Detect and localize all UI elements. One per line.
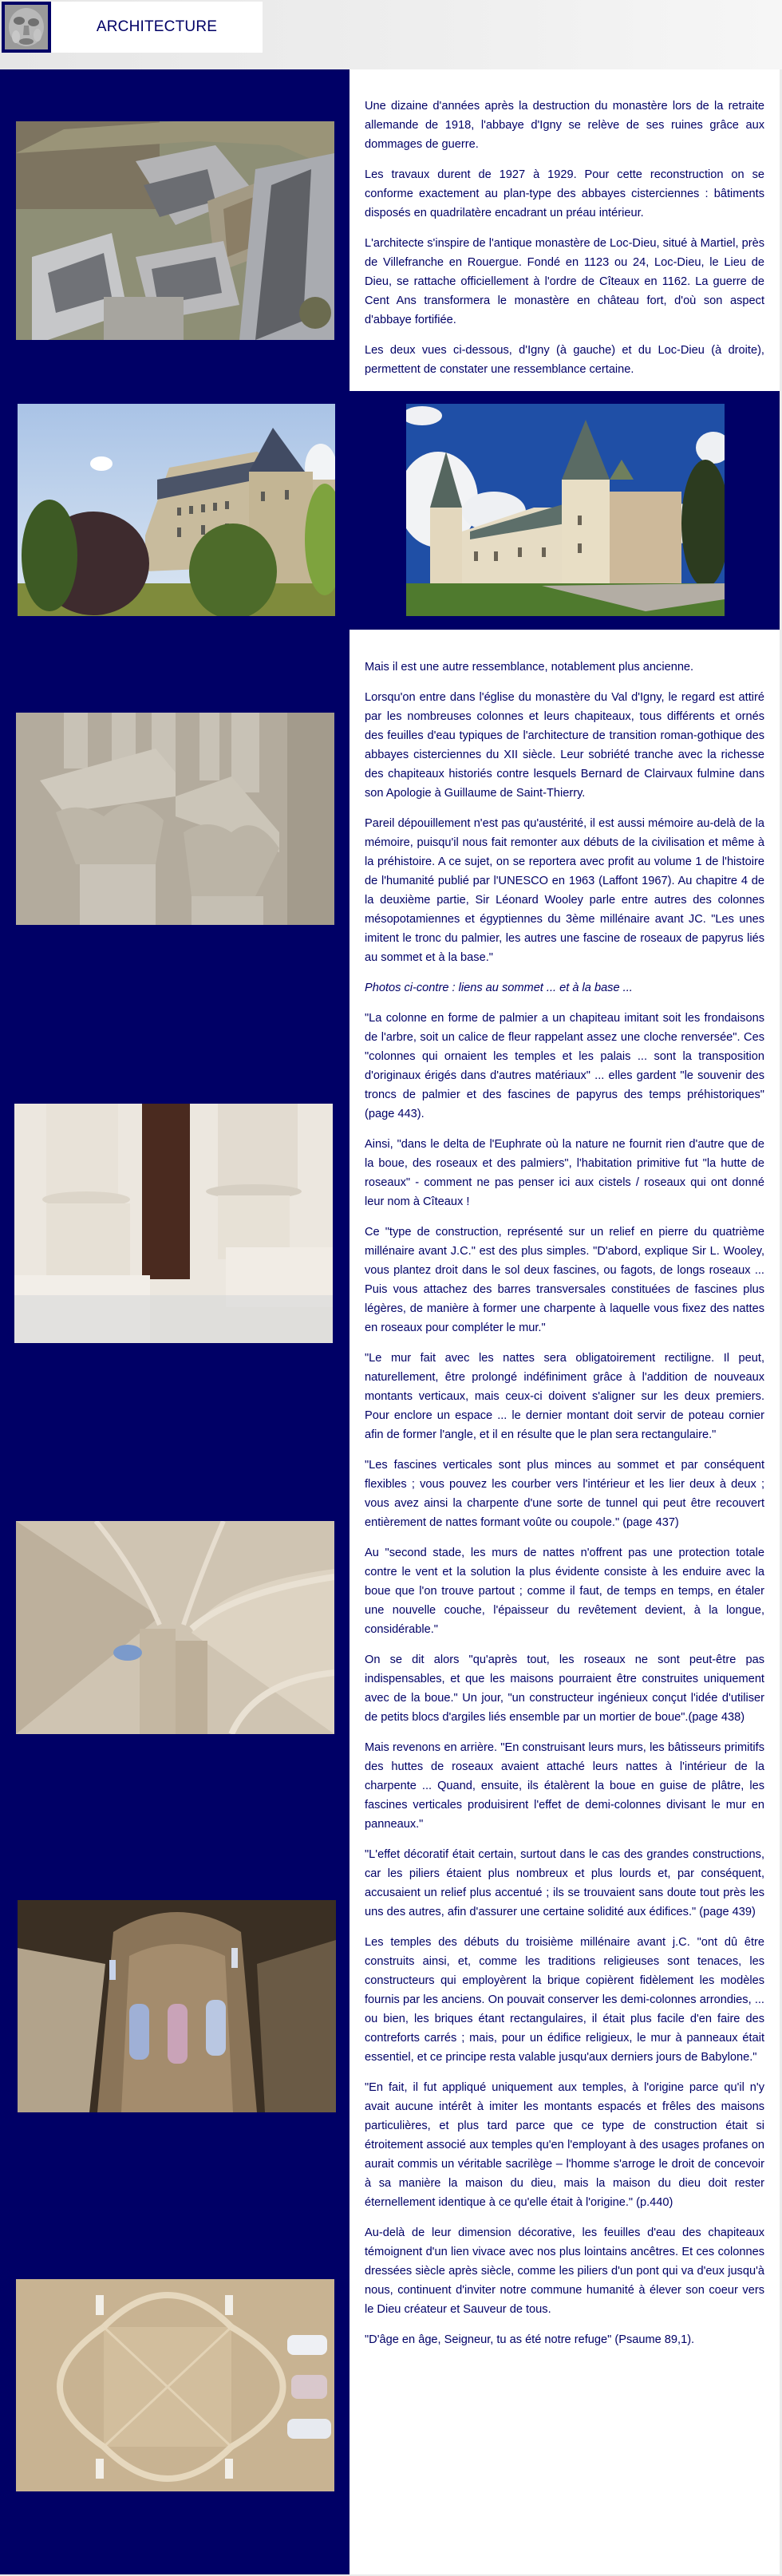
page-header xyxy=(0,0,782,69)
paragraph: Au-delà de leur dimension décorative, les feuilles d'eau des chapiteaux témoignent d'un lien vivace avec nos plus lointains ancêtres. Et ces colonnes dressées siècle après siècle, comme les piliers d'un pont qui va d'eux jusqu'à nous, continuent d'inviter notre commune humanité à élever son coeur vers le Dieu créateur et Sauveur de tous. xyxy=(365,2226,764,2316)
paragraph: "La colonne en forme de palmier a un chapiteau imitant soit les frondaisons de l'arbre, soit un calice de fleur rappelant assez une cloche renversée". Ces "colonnes qui ornaient les temples et les palais ... sont la transposition d'originaux érigés dans d'autres matériaux" ... elles gardent "le souvenir des troncs de palmier et des fascines de papyrus des temps préhistoriques" (page 443). xyxy=(365,1012,764,1120)
paragraph: Au "second stade, les murs de nattes n'offrent pas une protection totale contre le vent et la solution la plus évidente consiste à les enduire avec la boue que l'on trouve partout ; comme il faut, de temps en temps, en étaler une nouvelle couche, l'épaisseur du revêtement devient, à la longue, considérable." xyxy=(365,1547,764,1636)
photo-capitals xyxy=(16,713,334,925)
photo-caption: Photos ci-contre : liens au sommet ... et à la base ... xyxy=(365,982,633,994)
stone-head-icon xyxy=(5,5,48,49)
photo-igny-facade xyxy=(18,404,335,616)
paragraph: Les travaux durent de 1927 à 1929. Pour cette reconstruction on se conforme exactement au plan-type des abbayes cisterciennes : bâtiments disposés en quadrilatère encadrant un préau intérieur. xyxy=(365,168,764,219)
paragraph: Ainsi, "dans le delta de l'Euphrate où la nature ne fournit rien d'autre que de la boue, des roseaux et des palmiers", l'habitation primitive fut "la hutte de roseaux" - comment ne pas penser ici aux cistels / roseaux qui ont donné leur nom à Cîteaux ! xyxy=(365,1138,764,1208)
photo-crossing-vault xyxy=(16,2279,334,2491)
paragraph: "En fait, il fut appliqué uniquement aux temples, à l'origine parce qu'il n'y avait aucune intérêt à imiter les montants espacés et frêles des maisons particulières, et plus tard parce que ce type de construction était si étroitement associé aux temples qu'en l'employant à des usages profanes on aurait commis un véritable sacrilège – l'homme s'arroge le droit de concevoir à sa manière la maison du dieu, mais la maison du dieu doit rester éternellement identique à ce qu'elle était à l'origine." (p.440) xyxy=(365,2081,764,2209)
photo-column-bases xyxy=(14,1104,333,1343)
paragraph: Les deux vues ci-dessous, d'Igny (à gauche) et du Loc-Dieu (à droite), permettent de constater une ressemblance certaine. xyxy=(365,344,764,376)
paragraph: On se dit alors "qu'après tout, les roseaux ne sont peut-être pas indispensables, et que les maisons pourraient être construites uniquement avec de la boue." Un jour, "un constructeur ingénieux conçut l'idée d'utiliser de petits blocs d'argiles liés ensemble par un mortier de boue".(page 438) xyxy=(365,1653,764,1724)
paragraph: Mais il est une autre ressemblance, notablement plus ancienne. xyxy=(365,661,694,674)
paragraph: Pareil dépouillement n'est pas qu'austérité, il est aussi mémoire au-delà de la mémoire, puisqu'il nous fait remonter aux débuts de la civilisation et même à la préhistoire. A ce sujet, on se reportera avec profit au volume 1 de l'histoire de l'humanité publié par l'UNESCO en 1963 (Laffont 1967). Au chapitre 4 de la deuxième partie, Sir Léonard Wooley parle entre autres des colonnes mésopotamiennes et égyptiennes du 3ème millénaire avant JC. "Les unes imitent le tronc du palmier, les autres une fascine de roseaux de papyrus liés au sommet et à la base." xyxy=(365,817,764,964)
photo-apse-windows xyxy=(18,1900,336,2112)
photo-aerial-igny xyxy=(16,121,334,340)
paragraph: "Les fascines verticales sont plus minces au sommet et par conséquent flexibles ; vous pouvez les courber vers l'intérieur et les lier deux à deux ; vous avez ainsi la charpente d'une sorte de tunnel qui peut être recouvert entièrement de nattes formant voûte ou coupole." (page 437) xyxy=(365,1459,764,1529)
paragraph: Lorsqu'on entre dans l'église du monastère du Val d'Igny, le regard est attiré par les nombreuses colonnes et leurs chapiteaux, tous différents et ornés des feuilles d'eau typiques de l'architecture de transition roman-gothique des abbayes cisterciennes du XII siècle. Leur sobriété tranche avec la richesse des chapiteaux historiés contre lesquels Bernard de Clairvaux fulmine dans son Apologie à Guillaume de Saint-Thierry. xyxy=(365,691,764,800)
paragraph: Les temples des débuts du troisième millénaire avant j.C. "ont dû être construits ainsi, et, comme les traditions religieuses sont tenaces, les constructeurs qui employèrent la brique copièrent fidèlement les modèles fournis par les anciens. On pouvait conserver les demi-colonnes arrondies, ... ou bien, les briques étant rectangulaires, il était plus facile d'en faire des contreforts carrés ; mais, pour un édifice religieux, le mur à panneaux était essentiel, et ce principe resta valable jusqu'aux derniers jours de Babylone." xyxy=(365,1936,764,2064)
page-title: ARCHITECTURE xyxy=(96,18,218,35)
paragraph: Ce "type de construction, représenté sur un relief en pierre du quatrième millénaire avant J.C." est des plus simples. "D'abord, explique Sir L. Wooley, vous plantez droit dans le sol deux fascines, ou fagots, de longs roseaux ... Puis vous attachez des barres transversales constituées de fascines plus légères, de manière à former une charpente à laquelle vous fixez des nattes en roseaux pour compléter le mur." xyxy=(365,1226,764,1334)
photo-vault-pillar xyxy=(16,1521,334,1734)
paragraph: "Le mur fait avec les nattes sera obligatoirement rectiligne. Il peut, naturellement, être prolongé indéfiniment grâce à l'addition de nouveaux montants verticaux, mais ceux-ci doivent s'aligner sur les deux premiers. Pour enclore un espace ... le dernier montant doit servir de poteau cornier afin de former l'angle, et il en résulte que le plan sera rectangulaire." xyxy=(365,1352,764,1441)
paragraph: L'architecte s'inspire de l'antique monastère de Loc-Dieu, situé à Martiel, près de Villefranche en Rouergue. Fondé en 1123 ou 24, Loc-Dieu, le Lieu de Dieu, se rattache officiellement à l'ordre de Cîteaux en 1162. La guerre de Cent Ans transformera le monastère en château fort, d'où son aspect d'abbaye fortifiée. xyxy=(365,237,764,326)
paragraph: Une dizaine d'années après la destruction du monastère lors de la retraite allemande de 1918, l'abbaye d'Igny se relève de ses ruines grâce aux dommages de guerre. xyxy=(365,100,764,151)
main-text xyxy=(365,658,764,2361)
intro-text xyxy=(365,97,764,390)
page-title-box xyxy=(51,2,263,53)
photo-loc-dieu-facade xyxy=(406,404,725,616)
logo-thumbnail xyxy=(2,2,51,53)
psalm-quote: "D'âge en âge, Seigneur, tu as été notre refuge" (Psaume 89,1). xyxy=(365,2333,695,2346)
paragraph: "L'effet décoratif était certain, surtout dans le cas des grandes constructions, car les piliers étaient plus nombreux et plus lourds et, par conséquent, accusaient un relief plus accentué ; ils se trouvaient sans doute tout près les uns des autres, afin d'assurer une certaine solidité aux édifices." (page 439) xyxy=(365,1848,764,1918)
paragraph: Mais revenons en arrière. "En construisant leurs murs, les bâtisseurs primitifs des huttes de roseaux avaient attaché leurs nattes à l'intérieur de la charpente ... Quand, ensuite, ils étalèrent la boue en guise de plâtre, les fascines verticales produisirent l'effet de demi-colonnes divisant le mur en panneaux." xyxy=(365,1741,764,1831)
